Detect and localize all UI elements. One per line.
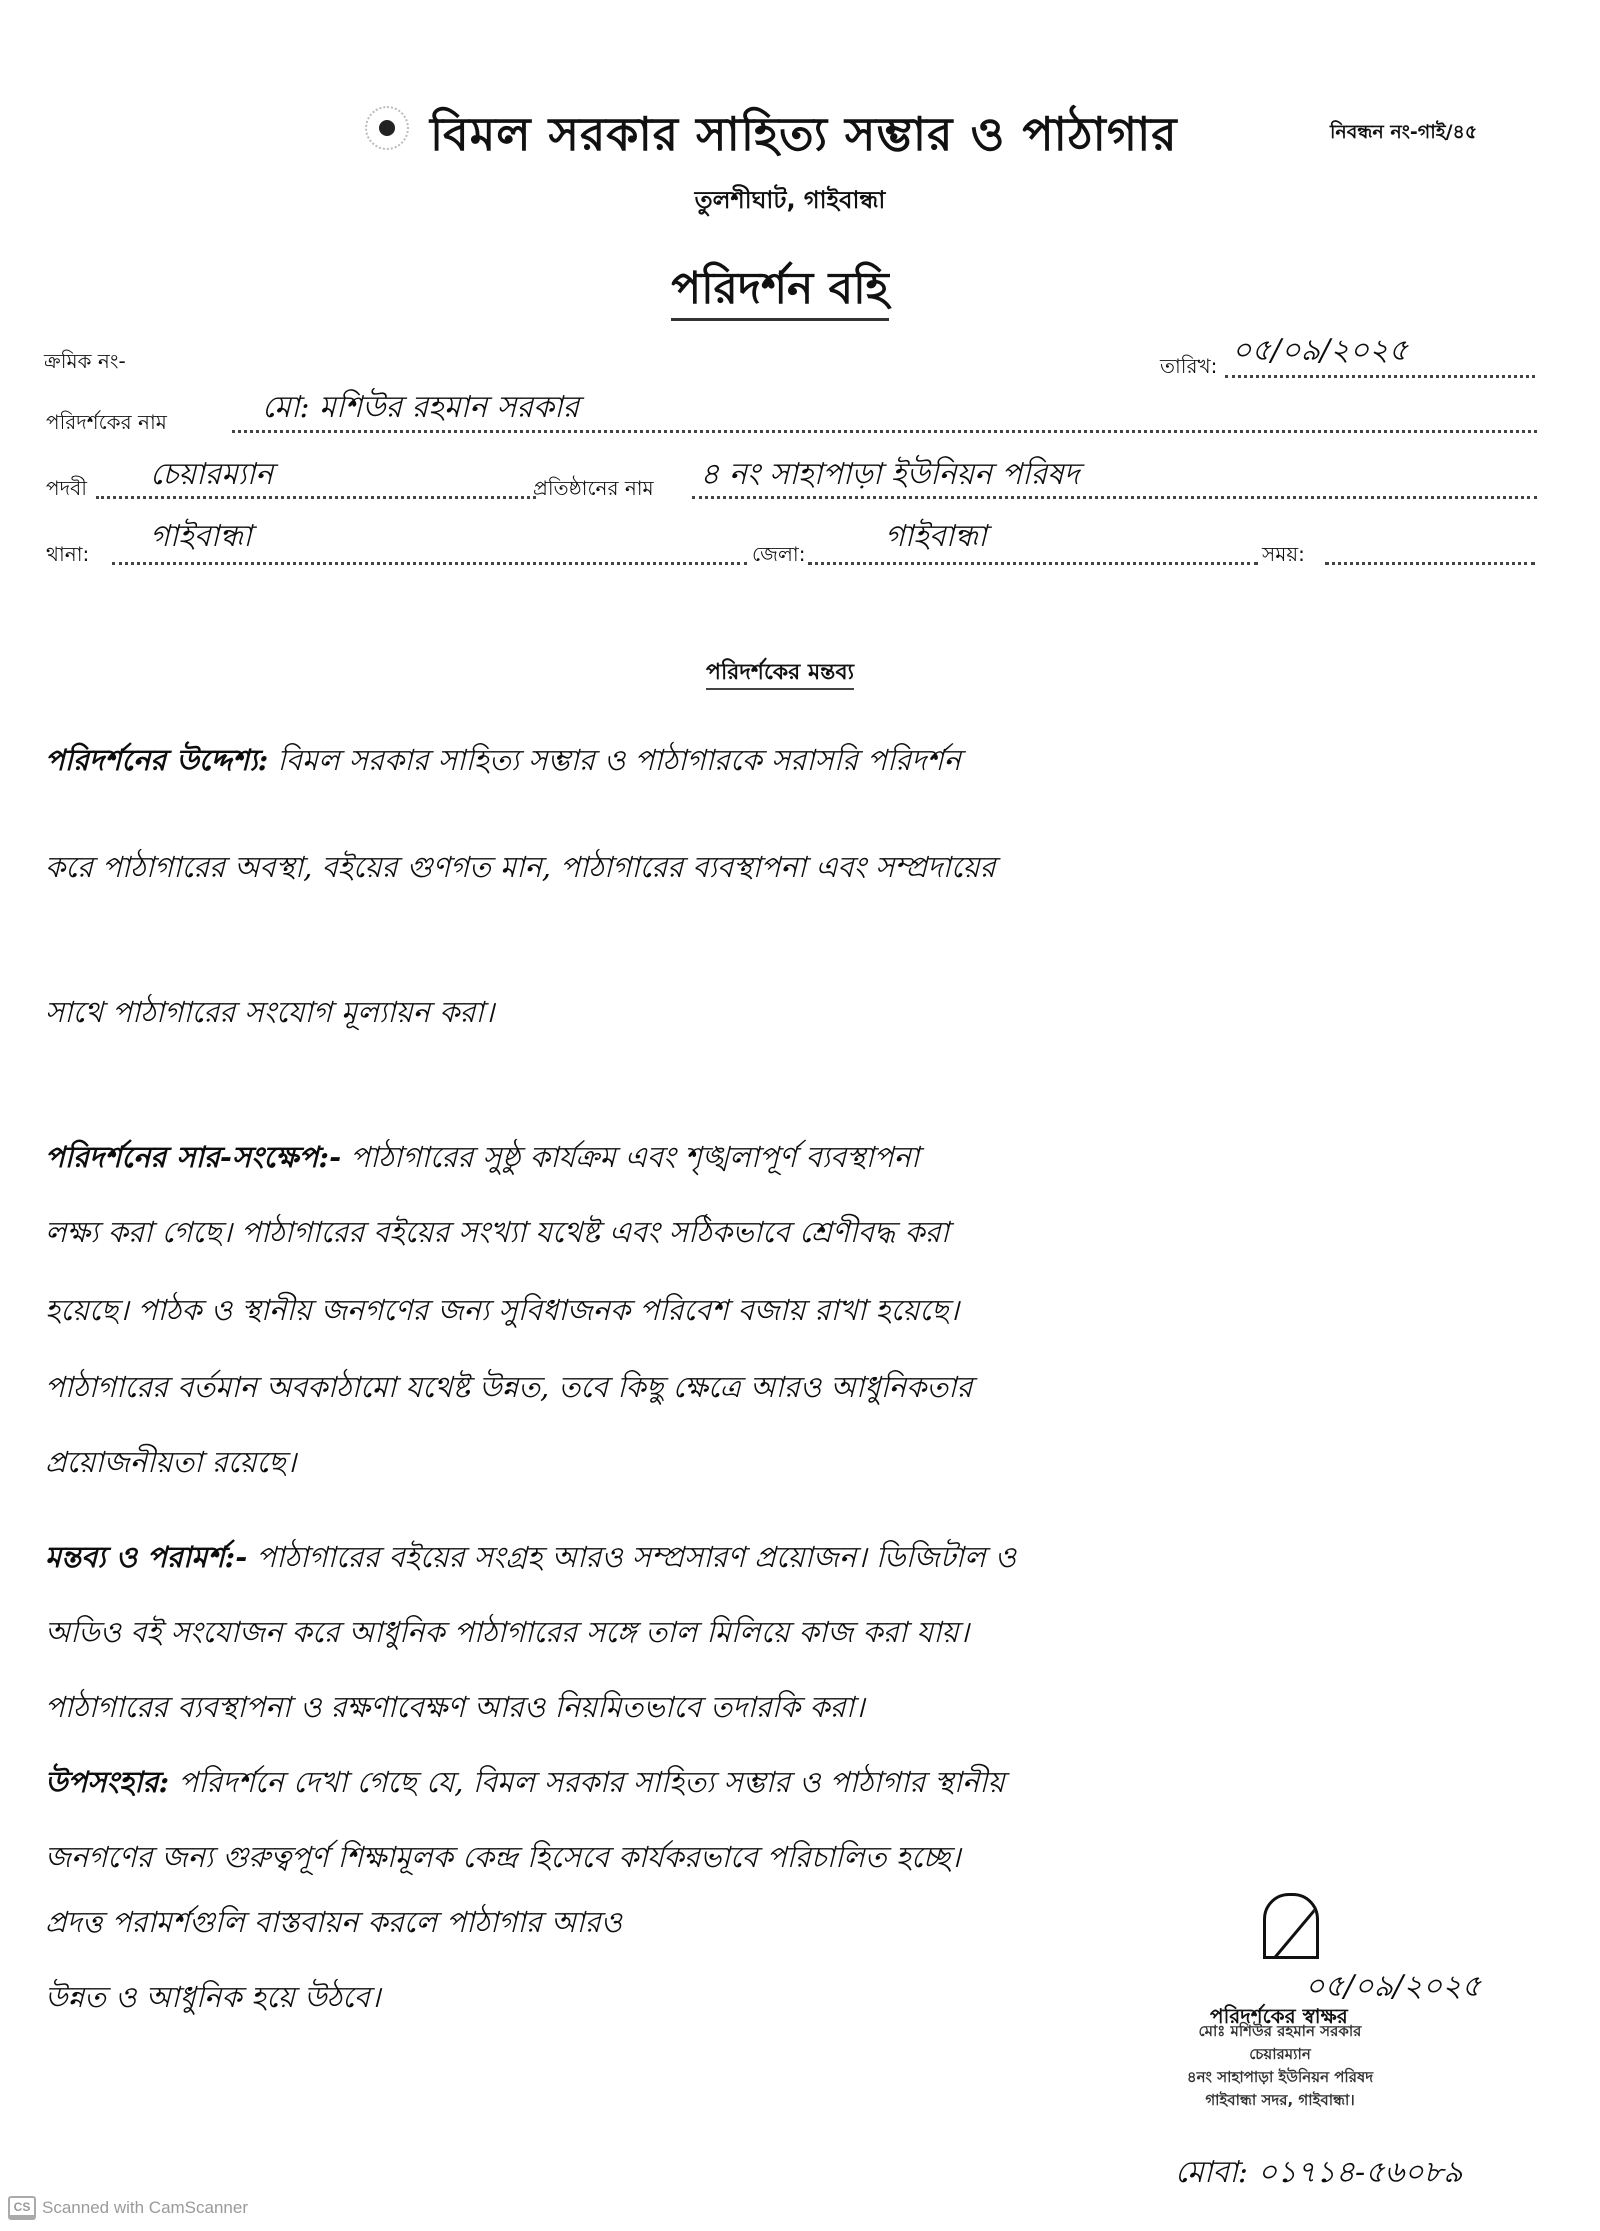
camscanner-logo-icon: CS	[8, 2196, 36, 2220]
library-seal-icon	[365, 106, 409, 150]
remarks-line-1: মন্তব্য ও পরামর্শ:- পাঠাগারের বইয়ের সংগ্রহ আরও সম্প্রসারণ প্রয়োজন। ডিজিটাল ও	[45, 1540, 1017, 1574]
summary-title: পরিদর্শনের সার-সংক্ষেপ:-	[45, 1140, 342, 1174]
district-label: জেলা:	[752, 542, 806, 566]
designation-label: পদবী	[46, 476, 87, 500]
inspector-name-label: পরিদর্শকের নাম	[46, 410, 167, 434]
stamp-designation: চেয়ারম্যান	[1249, 2045, 1311, 2063]
camscanner-watermark	[8, 2196, 248, 2220]
conclusion-title: উপসংহার:	[45, 1765, 170, 1799]
stamp-location: গাইবান্ধা সদর, গাইবান্ধা।	[1205, 2091, 1355, 2109]
inspector-name-value: মো: মশিউর রহমান সরকার	[262, 390, 580, 425]
official-stamp	[1155, 2020, 1405, 2112]
signature-date: ০৫/০৯/২০২৫	[1305, 1969, 1482, 2004]
designation-value: চেয়ারম্যান	[150, 457, 274, 492]
police-station-value: গাইবান্ধা	[150, 519, 252, 554]
summary-line-4: পাঠাগারের বর্তমান অবকাঠামো যথেষ্ট উন্নত, তবে কিছু ক্ষেত্রে আরও আধুনিকতার	[45, 1370, 973, 1404]
remarks-line-3: পাঠাগারের ব্যবস্থাপনা ও রক্ষণাবেক্ষণ আরও নিয়মিতভাবে তদারকি করা।	[45, 1690, 865, 1724]
conclusion-line-4: উন্নত ও আধুনিক হয়ে উঠবে।	[45, 1980, 381, 2014]
comments-heading: পরিদর্শকের মন্তব্য	[0, 655, 1560, 692]
date-label: তারিখ:	[1160, 354, 1218, 378]
objective-line-1: পরিদর্শনের উদ্দেশ্য: বিমল সরকার সাহিত্য সম্ভার ও পাঠাগারকে সরাসরি পরিদর্শন	[45, 743, 961, 777]
summary-line-1: পরিদর্শনের সার-সংক্ষেপ:- পাঠাগারের সুষ্ঠু কার্যক্রম এবং শৃঙ্খলাপূর্ণ ব্যবস্থাপনা	[45, 1140, 920, 1174]
stamp-name: মোঃ মশিউর রহমান সরকার	[1198, 2022, 1362, 2040]
conclusion-line-1: উপসংহার: পরিদর্শনে দেখা গেছে যে, বিমল সরকার সাহিত্য সম্ভার ও পাঠাগার স্থানীয়	[45, 1765, 1005, 1799]
org-address: তুলশীঘাট, গাইবান্ধা	[694, 186, 886, 214]
summary-line-5: প্রয়োজনীয়তা রয়েছে।	[45, 1445, 297, 1479]
district-value: গাইবান্ধা	[885, 519, 987, 554]
stamp-office: ৪নং সাহাপাড়া ইউনিয়ন পরিষদ	[1186, 2068, 1374, 2086]
objective-line-3: সাথে পাঠাগারের সংযোগ মূল্যায়ন করা।	[45, 995, 495, 1029]
conclusion-line-2: জনগণের জন্য গুরুত্বপূর্ণ শিক্ষামূলক কেন্দ্র হিসেবে কার্যকরভাবে পরিচালিত হচ্ছে।	[45, 1840, 961, 1874]
conclusion-line-3: প্রদত্ত পরামর্শগুলি বাস্তবায়ন করলে পাঠাগার আরও	[45, 1905, 622, 1939]
summary-line-3: হয়েছে। পাঠক ও স্থানীয় জনগণের জন্য সুবিধাজনক পরিবেশ বজায় রাখা হয়েছে।	[45, 1293, 959, 1327]
objective-title: পরিদর্শনের উদ্দেশ্য:	[45, 743, 269, 777]
time-label: সময়:	[1262, 542, 1305, 566]
remarks-title: মন্তব্য ও পরামর্শ:-	[45, 1540, 248, 1574]
institution-name-value: ৪ নং সাহাপাড়া ইউনিয়ন পরিষদ	[700, 457, 1080, 492]
summary-line-2: লক্ষ্য করা গেছে। পাঠাগারের বইয়ের সংখ্যা যথেষ্ট এবং সঠিকভাবে শ্রেণীবদ্ধ করা	[45, 1215, 950, 1249]
serial-no-label: ক্রমিক নং-	[44, 349, 126, 373]
remarks-line-2: অডিও বই সংযোজন করে আধুনিক পাঠাগারের সঙ্গে তাল মিলিয়ে কাজ করা যায়।	[45, 1615, 969, 1649]
mobile-number: মোবা: ০১৭১৪-৫৬০৮৯	[1175, 2155, 1463, 2190]
signature-initial-icon	[1263, 1893, 1319, 1959]
document-title: পরিদর্শন বহি	[0, 255, 1560, 328]
date-value: ০৫/০৯/২০২৫	[1232, 333, 1409, 368]
time-dotted-line	[1325, 562, 1535, 565]
police-station-label: থানা:	[46, 542, 90, 566]
registration-number: নিবন্ধন নং-গাই/৪৫	[1330, 121, 1478, 143]
objective-line-2: করে পাঠাগারের অবস্থা, বইয়ের গুণগত মান, পাঠাগারের ব্যবস্থাপনা এবং সম্প্রদায়ের	[45, 850, 996, 884]
signature-label: পরিদর্শকের স্বাক্ষর	[1210, 2004, 1348, 2028]
district-dotted-line	[808, 562, 1258, 565]
org-name: বিমল সরকার সাহিত্য সম্ভার ও পাঠাগার	[430, 107, 1178, 161]
institution-name-label: প্রতিষ্ঠানের নাম	[533, 476, 654, 500]
camscanner-text: Scanned with CamScanner	[42, 2198, 249, 2217]
